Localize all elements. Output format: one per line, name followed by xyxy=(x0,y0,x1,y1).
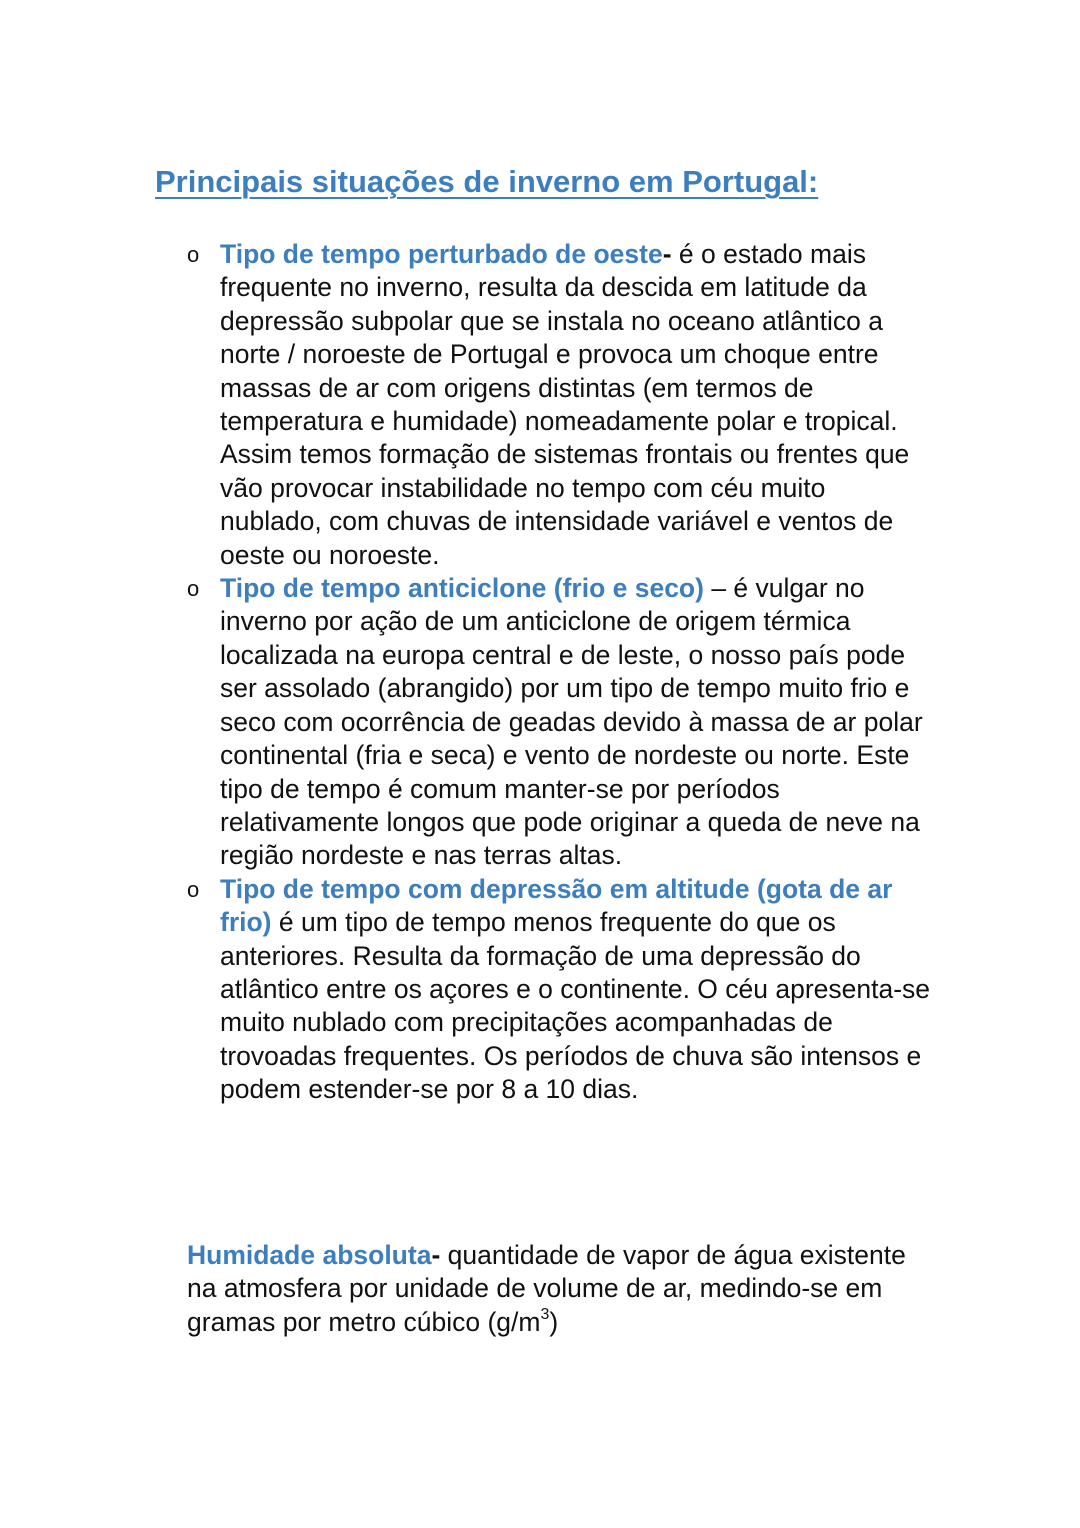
winter-situations-list xyxy=(187,238,932,1107)
hollow-circle-bullet-icon: o xyxy=(187,576,200,602)
list-item xyxy=(187,873,932,1107)
item-term: Tipo de tempo com depressão em altitude (gota de ar frio) xyxy=(220,873,893,938)
list-item xyxy=(187,238,932,572)
definition-separator: - xyxy=(431,1240,441,1270)
hollow-circle-bullet-icon: o xyxy=(187,876,200,902)
definition-term: Humidade absoluta xyxy=(187,1240,432,1270)
definition-paragraph xyxy=(187,1239,932,1339)
item-term: Tipo de tempo perturbado de oeste xyxy=(220,239,663,269)
list-item xyxy=(187,572,932,873)
hollow-circle-bullet-icon: o xyxy=(187,242,200,267)
item-term: Tipo de tempo anticiclone (frio e seco) xyxy=(220,573,704,604)
item-text: é o estado mais frequente no inverno, resulta da descida em latitude da depressão subpolar que se instala no oceano atlântico a norte / noroeste de Portugal e provoca um choque entre massas de ar com origens distintas (em termos de temperatura e humidade) nomeadamente polar e tropical. Assim temos formação de sistemas frontais ou frentes que vão provocar instabilidade no tempo com céu muito nublado, com chuvas de intensidade variável e ventos de oeste ou noroeste. xyxy=(220,239,910,570)
definition-closing: ) xyxy=(549,1306,559,1337)
item-separator: - xyxy=(662,239,672,269)
definition-text: quantidade de vapor de água existente na atmosfera por unidade de volume de ar, medindo-se em gramas por metro cúbico (g/m xyxy=(187,1240,906,1337)
item-text: é um tipo de tempo menos frequente do que os anteriores. Resulta da formação de uma depressão do atlântico entre os açores e o continente. O céu apresenta-se muito nublado com precipitações acompanhadas de trovoadas frequentes. Os períodos de chuva são intensos e podem estender-se por 8 a 10 dias. xyxy=(220,907,931,1105)
page-title: Principais situações de inverno em Portugal: xyxy=(155,164,819,199)
definition-superscript: 3 xyxy=(540,1305,550,1323)
item-text: – é vulgar no inverno por ação de um anticiclone de origem térmica localizada na europa central e de leste, o nosso país pode ser assolado (abrangido) por um tipo de tempo muito frio e seco com ocorrência de geadas devido à massa de ar polar continental (fria e seca) e vento de nordeste ou norte. Este tipo de tempo é comum manter-se por períodos relativamente longos que pode originar a queda de neve na região nordeste e nas terras altas. xyxy=(220,573,923,871)
